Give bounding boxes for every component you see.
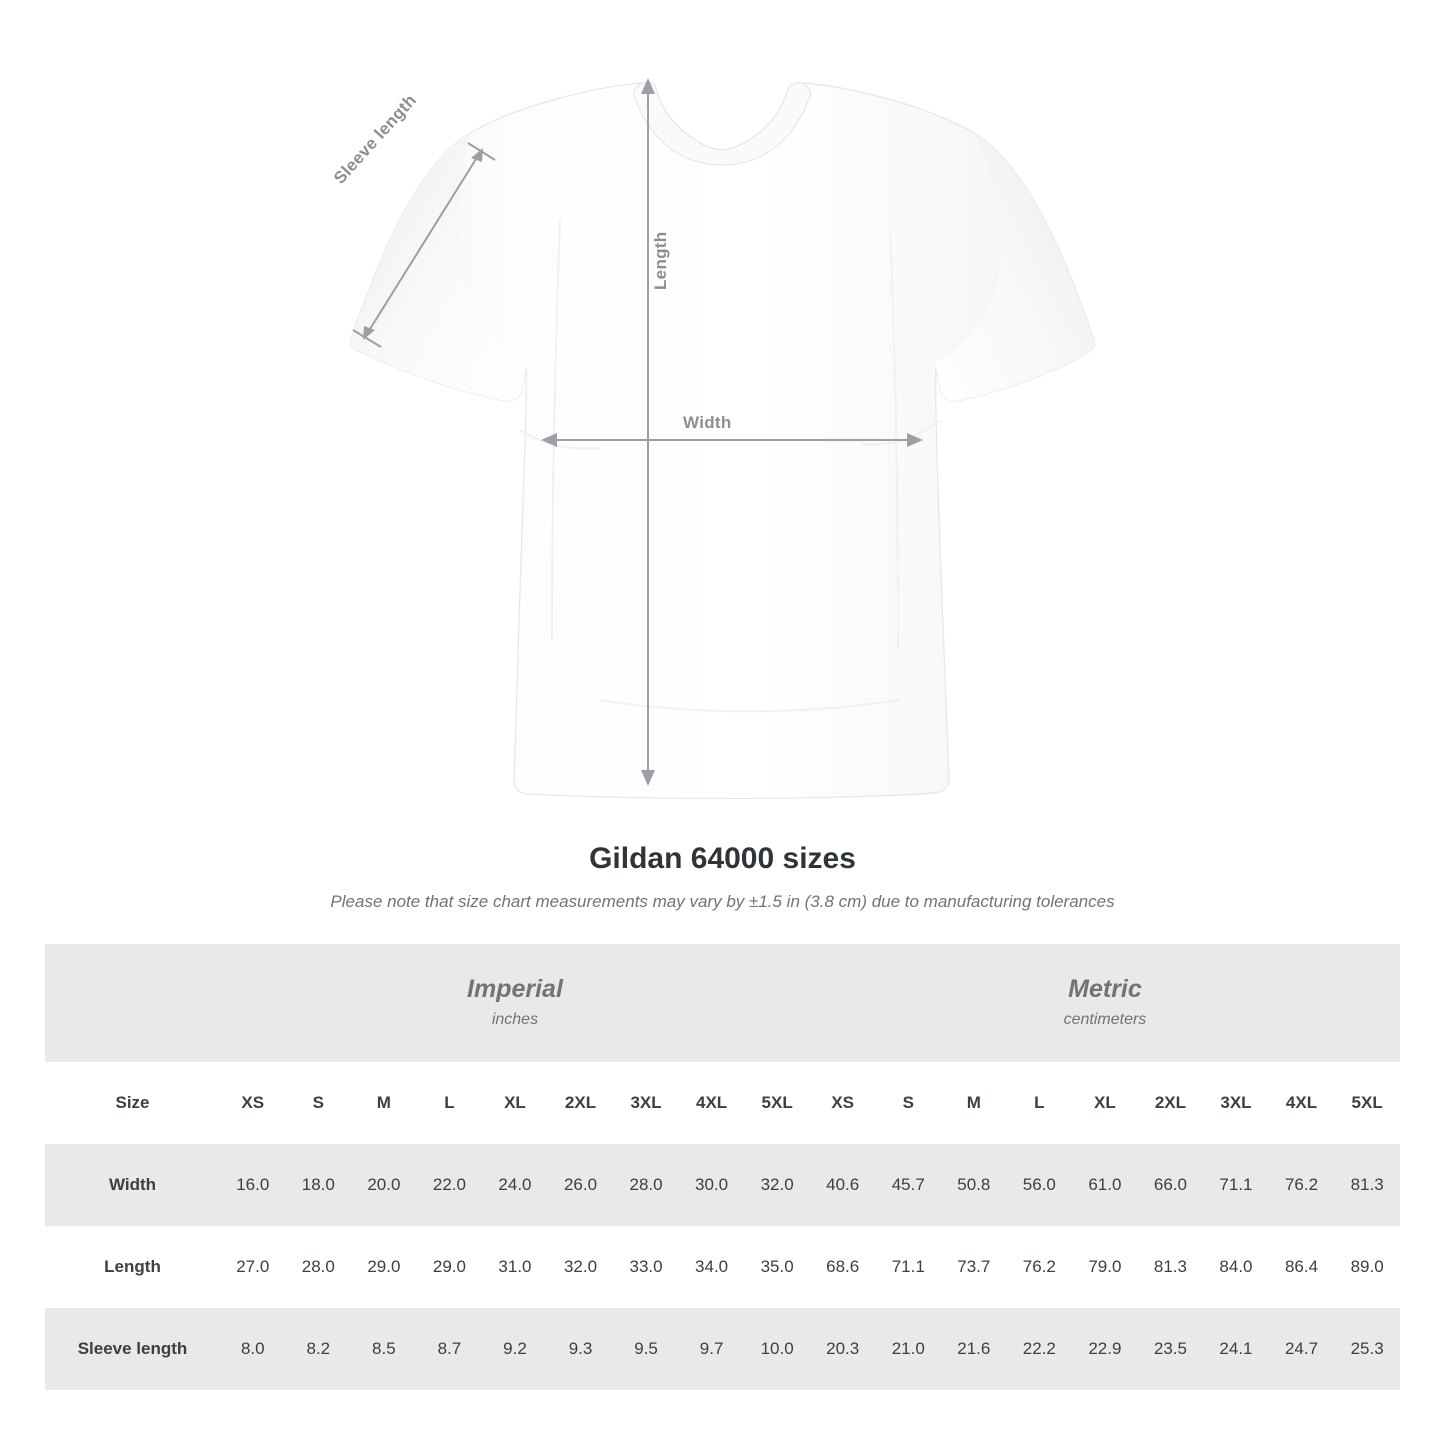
cell-sleeve-imperial-4xl: 9.7	[699, 1339, 724, 1358]
col-metric-3xl: 3XL	[1220, 1093, 1252, 1112]
system-name-imperial: Imperial	[467, 975, 563, 1004]
size-label: Size	[115, 1093, 150, 1112]
col-imperial-s: S	[312, 1093, 324, 1112]
col-imperial-3xl: 3XL	[630, 1093, 662, 1112]
row-label-length: Length	[104, 1257, 161, 1276]
col-imperial-m: M	[376, 1093, 391, 1112]
cell-sleeve-imperial-s: 8.2	[306, 1339, 331, 1358]
col-imperial-l: L	[444, 1093, 455, 1112]
cell-length-imperial-4xl: 34.0	[695, 1257, 729, 1276]
cell-sleeve-imperial-xs: 8.0	[240, 1339, 265, 1358]
cell-width-imperial-4xl: 30.0	[695, 1175, 729, 1194]
cell-sleeve-imperial-3xl: 9.5	[634, 1339, 658, 1358]
col-metric-xs: XS	[831, 1093, 855, 1112]
col-metric-2xl: 2XL	[1154, 1093, 1187, 1112]
cell-sleeve-imperial-m: 8.5	[372, 1339, 396, 1358]
col-metric-s: S	[902, 1093, 914, 1112]
cell-length-metric-m: 73.7	[957, 1257, 991, 1276]
col-imperial-5xl: 5XL	[761, 1093, 793, 1112]
col-metric-l: L	[1034, 1093, 1045, 1112]
system-unit-imperial: inches	[491, 1011, 539, 1029]
cell-length-imperial-s: 28.0	[301, 1257, 335, 1276]
cell-width-imperial-m: 20.0	[367, 1175, 401, 1194]
cell-width-metric-3xl: 71.1	[1219, 1175, 1253, 1194]
cell-length-imperial-5xl: 35.0	[760, 1257, 794, 1276]
cell-sleeve-metric-5xl: 25.3	[1350, 1339, 1384, 1358]
col-metric-m: M	[966, 1093, 981, 1112]
width-dimension-label: Width	[683, 413, 732, 432]
cell-width-metric-m: 50.8	[957, 1175, 991, 1194]
cell-length-imperial-3xl: 33.0	[629, 1257, 663, 1276]
cell-length-metric-5xl: 89.0	[1350, 1257, 1384, 1276]
row-label-sleeve-length: Sleeve length	[77, 1339, 188, 1358]
cell-sleeve-metric-m: 21.6	[957, 1339, 991, 1358]
cell-length-imperial-2xl: 32.0	[563, 1257, 598, 1276]
cell-sleeve-metric-xs: 20.3	[826, 1339, 860, 1358]
cell-sleeve-metric-4xl: 24.7	[1284, 1339, 1319, 1358]
cell-width-imperial-5xl: 32.0	[760, 1175, 794, 1194]
cell-width-metric-2xl: 66.0	[1153, 1175, 1187, 1194]
system-name-metric: Metric	[1068, 975, 1142, 1004]
row-label-width: Width	[108, 1175, 157, 1194]
cell-sleeve-imperial-xl: 9.2	[503, 1339, 527, 1358]
cell-length-metric-xs: 68.6	[826, 1257, 860, 1276]
size-table-wrapper	[45, 944, 1400, 1390]
cell-sleeve-metric-xl: 22.9	[1088, 1339, 1122, 1358]
col-metric-xl: XL	[1094, 1093, 1116, 1112]
page-title: Gildan 64000 sizes	[589, 842, 856, 875]
system-unit-metric: centimeters	[1063, 1011, 1147, 1029]
col-imperial-2xl: 2XL	[564, 1093, 597, 1112]
cell-width-metric-5xl: 81.3	[1350, 1175, 1384, 1194]
system-header-row	[45, 944, 1400, 1062]
cell-length-metric-s: 71.1	[891, 1257, 925, 1276]
system-header-corner	[45, 944, 220, 1062]
system-header-imperial	[220, 944, 810, 1062]
cell-length-metric-xl: 79.0	[1088, 1257, 1122, 1276]
cell-width-metric-s: 45.7	[891, 1175, 925, 1194]
cell-sleeve-metric-s: 21.0	[891, 1339, 925, 1358]
size-header-row	[45, 1062, 1400, 1144]
cell-width-imperial-xs: 16.0	[236, 1175, 270, 1194]
cell-length-metric-3xl: 84.0	[1219, 1257, 1253, 1276]
cell-sleeve-imperial-5xl: 10.0	[760, 1339, 794, 1358]
system-header-metric	[810, 944, 1400, 1062]
cell-width-imperial-3xl: 28.0	[629, 1175, 663, 1194]
table-row	[45, 1144, 1400, 1226]
cell-width-imperial-2xl: 26.0	[563, 1175, 598, 1194]
cell-sleeve-imperial-l: 8.7	[437, 1339, 462, 1358]
cell-length-metric-4xl: 86.4	[1284, 1257, 1319, 1276]
cell-width-metric-xs: 40.6	[826, 1175, 860, 1194]
length-dimension-label: Length	[651, 231, 670, 290]
tolerance-note: Please note that size chart measurements may vary by ±1.5 in (3.8 cm) due to manufacturing tolerances	[330, 892, 1115, 911]
cell-length-metric-2xl: 81.3	[1153, 1257, 1187, 1276]
cell-length-imperial-m: 29.0	[367, 1257, 401, 1276]
cell-sleeve-metric-2xl: 23.5	[1153, 1339, 1187, 1358]
cell-width-metric-xl: 61.0	[1088, 1175, 1122, 1194]
cell-length-imperial-xl: 31.0	[498, 1257, 532, 1276]
cell-length-imperial-l: 29.0	[432, 1257, 466, 1276]
cell-width-imperial-l: 22.0	[432, 1175, 466, 1194]
cell-length-metric-l: 76.2	[1022, 1257, 1056, 1276]
col-imperial-xl: XL	[504, 1093, 526, 1112]
cell-width-metric-4xl: 76.2	[1284, 1175, 1319, 1194]
table-row	[45, 1308, 1400, 1390]
col-imperial-xs: XS	[241, 1093, 265, 1112]
cell-sleeve-metric-l: 22.2	[1022, 1339, 1056, 1358]
col-imperial-4xl: 4XL	[696, 1093, 728, 1112]
cell-width-imperial-xl: 24.0	[498, 1175, 532, 1194]
cell-sleeve-metric-3xl: 24.1	[1219, 1339, 1253, 1358]
col-metric-5xl: 5XL	[1351, 1093, 1383, 1112]
cell-width-metric-l: 56.0	[1022, 1175, 1056, 1194]
sleeve-length-dimension-label: Sleeve length	[330, 90, 421, 188]
col-metric-4xl: 4XL	[1285, 1093, 1318, 1112]
cell-length-imperial-xs: 27.0	[236, 1257, 270, 1276]
table-row	[45, 1226, 1400, 1308]
size-table	[45, 944, 1400, 1390]
cell-sleeve-imperial-2xl: 9.3	[568, 1339, 593, 1358]
cell-width-imperial-s: 18.0	[301, 1175, 335, 1194]
